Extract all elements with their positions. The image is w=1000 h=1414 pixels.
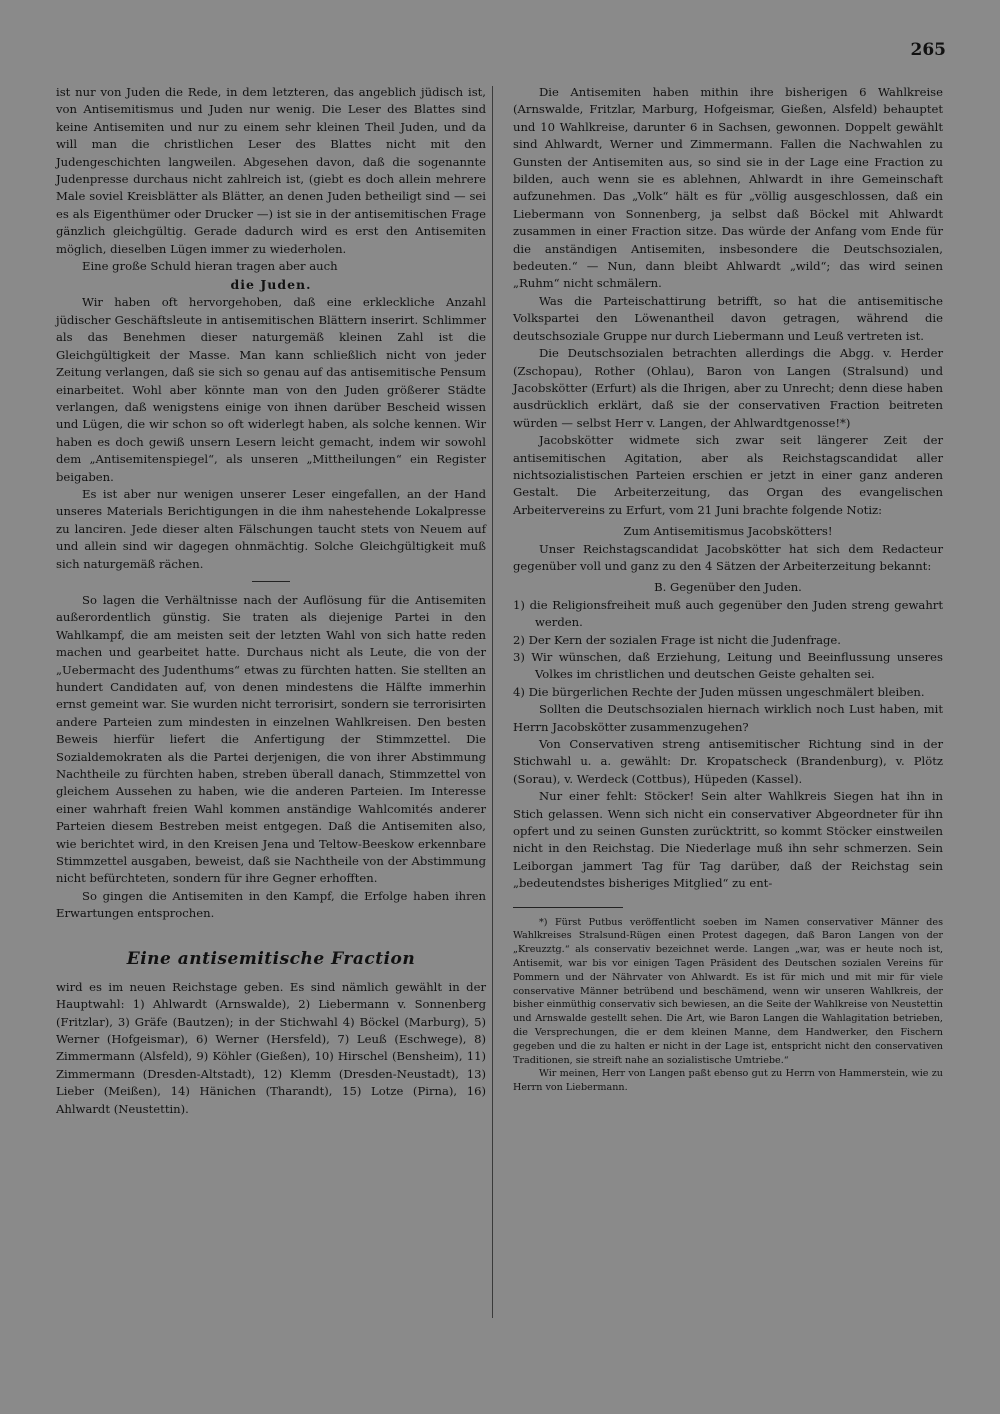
- list-item: 3) Wir wünschen, daß Erziehung, Leitung und Beeinflussung unseres Volkes im christlichen und deutschen Geiste gehalten sei.: [513, 650, 943, 682]
- column-divider: [492, 86, 493, 1318]
- paragraph: So gingen die Antisemiten in den Kampf, die Erfolge haben ihren Erwartungen entsprochen.: [56, 888, 486, 921]
- paragraph: Von Conservativen streng antisemitischer Richtung sind in der Stichwahl u. a. gewählt: Dr. Kropatscheck (Brandenburg), v. Plötz (Sorau), v. Werdeck (Cottbus), Hüpeden (Kassel).: [513, 737, 943, 786]
- quote-title: Zum Antisemitismus Jacobskötters!: [623, 524, 833, 539]
- footnotes: [513, 916, 943, 1095]
- footnote: Wir meinen, Herr von Langen paßt ebenso gut zu Herrn von Hammerstein, wie zu Herrn von Liebermann.: [513, 1068, 943, 1094]
- footnote: *) Fürst Putbus veröffentlicht soeben im Namen conservativer Männer des Wahlkreises Stralsund-Rügen einen Protest dagegen, daß Baron Langen von der „Kreuzztg.“ als conservativ bezeichnet werde. Langen „war, was er heute noch ist, Antisemit, war bis vor einigen Tagen Präsident des Deutschen sozialen Vereins für Pommern und der Nährvater von Ahlwardt. Es ist für mich und mit mir für viele conservative Männer betrübend und beschämend, wenn wir unseren Wahlkreis, der bisher einmüthig conservativ sich bewiesen, an die Seite der Wahlkreise von Neustettin und Arnswalde gestellt sehen. Die Art, wie Baron Langen die Wahlagitation betrieben, die Versprechungen, die er dem kleinen Manne, dem Handwerker, den Fischern gegeben und die zu halten er nicht in der Lage ist, entspricht nicht den conservativen Traditionen, sie streift nahe an sozialistische Umtriebe.“: [513, 916, 943, 1066]
- quote-subtitle: B. Gegenüber den Juden.: [654, 580, 802, 595]
- paragraph: Die Deutschsozialen betrachten allerdings die Abgg. v. Herder (Zschopau), Rother (Ohlau), Baron von Langen (Stralsund) und Jacobskötter (Erfurt) als die Ihrigen, aber zu Unrecht; denn diese haben ausdrücklich erklärt, daß sie der conservativen Fraction beitreten würden — selbst Herr v. Langen, der Ahlwardtgenosse!*): [513, 346, 943, 430]
- quote-list: [513, 597, 943, 701]
- section-heading: Eine antisemitische Fraction: [126, 948, 416, 969]
- paragraph: ist nur von Juden die Rede, in dem letzteren, das angeblich jüdisch ist, von Antisemitismus und Juden nur wenig. Die Leser des Blattes sind keine Antisemiten und nur zu einem sehr kleinen Theil Juden, und da will man die christlichen Leser des Blattes nicht mit den Judengeschichten langweilen. Abgesehen davon, daß die sogenannte Judenpresse durchaus nicht zahlreich ist, (giebt es doch allein mehrere Male soviel Kreisblätter als Blätter, an denen Juden betheiligt sind — sei es als Eigenthümer oder Drucker —) ist sie in der antisemitischen Frage gänzlich gleichgültig. Gerade dadurch wird es erst den Antisemiten möglich, dieselben Lügen immer zu wiederholen.: [56, 85, 486, 256]
- paragraph: Sollten die Deutschsozialen hiernach wirklich noch Lust haben, mit Herrn Jacobskötter zusammenzugehen?: [513, 702, 943, 734]
- inline-caption: die Juden.: [230, 277, 312, 293]
- paragraph: Wir haben oft hervorgehoben, daß eine erkleckliche Anzahl jüdischer Geschäftsleute in antisemitischen Blättern inserirt. Schlimmer als das Benehmen dieser naturgemäß kleinen Zahl ist die Gleichgültigkeit der Masse. Man kann schließlich nicht von jeder Zeitung verlangen, daß sie sich so genau auf das antisemitische Pensum einarbeitet. Wohl aber könnte man von den Juden größerer Städte verlangen, daß wenigstens einige von ihnen darüber Bescheid wissen und Lügen, die wir schon so oft widerlegt haben, als solche kennen. Wir haben es doch gewiß unsern Lesern leicht gemacht, indem wir sowohl dem „Antisemitenspiegel“, als unseren „Mittheilungen“ ein Register beigaben.: [56, 295, 486, 484]
- paragraph: So lagen die Verhältnisse nach der Auflösung für die Antisemiten außerordentlich günstig. Sie traten als diejenige Partei in den Wahlkampf, die am meisten seit der letzten Wahl von sich hatte reden machen und gearbeitet hatte. Durchaus nicht als Leute, die von der „Uebermacht des Judenthums“ etwas zu fürchten hatten. Sie stellten an hundert Candidaten auf, von denen mindestens die Hälfte immerhin ernst gemeint war. Sie wurden nicht terrorisirt, sondern sie terrorisirten andere Parteien zum mindesten in einzelnen Wahlkreisen. Den besten Beweis hierfür liefert die Anfertigung der Stimmzettel. Die Sozialdemokraten als die Partei derjenigen, die von ihrer Abstimmung Nachtheile zu fürchten haben, streben überall danach, Stimmzettel von gleichem Aussehen zu haben, wie die anderen Parteien. Im Interesse einer wahrhaft freien Wahl kommen anständige Wahlcomités anderer Parteien diesem Bestreben meist entgegen. Daß die Antisemiten also, wie berichtet wird, in den Kreisen Jena und Teltow-Beeskow erkennbare Stimmzettel ausgaben, beweist, daß sie Nachtheile von der Abstimmung nicht befürchteten, sondern für ihre Gegner erhofften.: [56, 592, 486, 886]
- paragraph: Die Antisemiten haben mithin ihre bisherigen 6 Wahlkreise (Arnswalde, Fritzlar, Marburg, Hofgeismar, Gießen, Alsfeld) behauptet und 10 Wahlkreise, darunter 6 in Sachsen, gewonnen. Doppelt gewählt sind Ahlwardt, Werner und Zimmermann. Fallen die Nachwahlen zu Gunsten der Antisemiten aus, so sind sie in der Lage eine Fraction zu bilden, auch wenn sie es ablehnen, Ahlwardt in ihre Gemeinschaft aufzunehmen. Das „Volk“ hält es für „völlig ausgeschlossen, daß ein Liebermann von Sonnenberg, ja selbst daß Böckel mit Ahlwardt zusammen in einer Fraction sitze. Das würde der Anfang vom Ende für die anständigen Antisemiten, insbesondere die Deutschsozialen, bedeuten.“ — Nun, dann bleibt Ahlwardt „wild“; das wird seinen „Ruhm“ nicht schmälern.: [513, 85, 943, 291]
- footnote-rule: [513, 907, 623, 908]
- page-number: 265: [910, 40, 946, 60]
- paragraph: Eine große Schuld hieran tragen aber auch: [82, 259, 338, 274]
- left-column: [56, 84, 486, 1118]
- right-column: [513, 84, 943, 1095]
- paragraph: Jacobskötter widmete sich zwar seit längerer Zeit der antisemitischen Agitation, aber als Reichstagscandidat aller nichtsozialistischen Parteien erschien er jetzt in einer ganz anderen Gestalt. Die Arbeiterzeitung, das Organ des evangelischen Arbeitervereins zu Erfurt, vom 21 Juni brachte folgende Notiz:: [513, 433, 943, 517]
- paragraph: Es ist aber nur wenigen unserer Leser eingefallen, an der Hand unseres Materials Berichtigungen in die ihm nahestehende Lokalpresse zu lanciren. Jede dieser alten Fälschungen taucht stets von Neuem auf und allein sind wir dagegen ohnmächtig. Solche Gleichgültigkeit muß sich naturgemäß rächen.: [56, 486, 486, 571]
- paragraph: Was die Parteischattirung betrifft, so hat die antisemitische Volkspartei den Löwenantheil davon getragen, während die deutschsoziale Gruppe nur durch Liebermann und Leuß vertreten ist.: [513, 293, 943, 343]
- paragraph: Nur einer fehlt: Stöcker! Sein alter Wahlkreis Siegen hat ihn in Stich gelassen. Wenn sich nicht ein conservativer Abgeordneter für ihn opfert und zu seinen Gunsten zurücktritt, so kommt Stöcker einstweilen nicht in den Reichstag. Die Niederlage muß ihn sehr schmerzen. Sein Leiborgan jammert Tag für Tag darüber, daß der Reichstag sein „bedeutendstes bisheriges Mitglied“ zu ent-: [513, 789, 943, 891]
- list-item: 1) die Religionsfreiheit muß auch gegenüber den Juden streng gewahrt werden.: [513, 597, 943, 630]
- section-rule: [252, 581, 290, 582]
- paragraph: wird es im neuen Reichstage geben. Es sind nämlich gewählt in der Hauptwahl: 1) Ahlwardt (Arnswalde), 2) Liebermann v. Sonnenberg (Fritzlar), 3) Gräfe (Bautzen); in der Stichwahl 4) Böckel (Marburg), 5) Werner (Hofgeismar), 6) Werner (Hersfeld), 7) Leuß (Eschwege), 8) Zimmermann (Alsfeld), 9) Köhler (Gießen), 10) Hirschel (Bensheim), 11) Zimmermann (Dresden-Altstadt), 12) Klemm (Dresden-Neustadt), 13) Lieber (Meißen), 14) Hänichen (Tharandt), 15) Lotze (Pirna), 16) Ahlwardt (Neustettin).: [56, 979, 486, 1116]
- list-item: 2) Der Kern der sozialen Frage ist nicht die Judenfrage.: [513, 632, 841, 647]
- quote-intro: Unser Reichstagscandidat Jacobskötter hat sich dem Redacteur gegenüber voll und ganz zu den 4 Sätzen der Arbeiterzeitung bekannt:: [513, 541, 943, 573]
- list-item: 4) Die bürgerlichen Rechte der Juden müssen ungeschmälert bleiben.: [513, 684, 925, 699]
